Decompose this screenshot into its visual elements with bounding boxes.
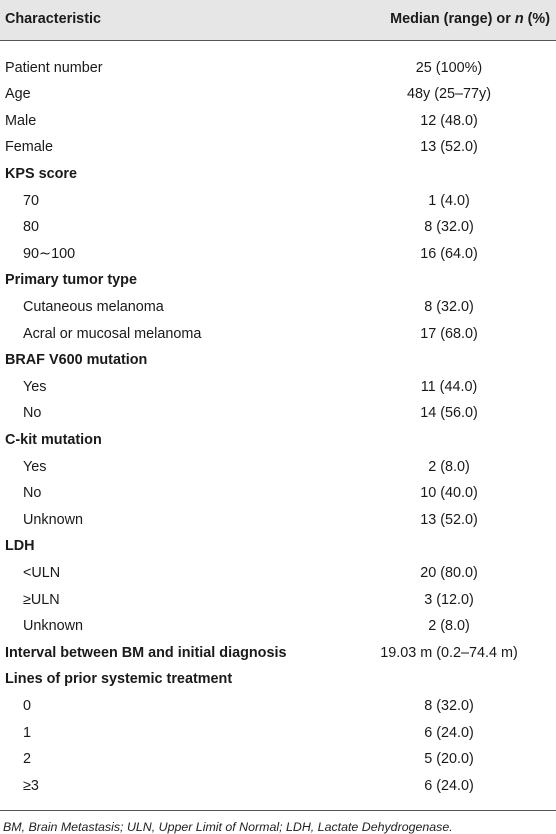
table-row <box>0 746 556 773</box>
section-label: Lines of prior systemic treatment <box>5 671 233 688</box>
row-label: 70 <box>23 192 40 209</box>
row-label: Male <box>5 112 37 129</box>
table-row <box>0 161 556 188</box>
row-value: 3 (12.0) <box>424 591 474 608</box>
row-label: 2 <box>23 751 32 768</box>
row-value: 13 (52.0) <box>420 511 478 528</box>
table-row <box>0 401 556 428</box>
row-value: 12 (48.0) <box>420 112 478 129</box>
section-label: C-kit mutation <box>5 431 102 448</box>
section-label: BRAF V600 mutation <box>5 352 148 369</box>
section-label: Primary tumor type <box>5 272 137 289</box>
row-value: 25 (100%) <box>415 59 483 76</box>
row-label: 1 <box>23 724 32 741</box>
row-value: 14 (56.0) <box>420 405 478 422</box>
table-row <box>0 693 556 720</box>
table-row <box>0 82 556 109</box>
header-row <box>0 0 556 41</box>
row-label: No <box>23 405 42 422</box>
row-value <box>342 161 556 188</box>
row-label: ≥ULN <box>23 591 60 608</box>
table-row <box>0 268 556 295</box>
row-label: <ULN <box>23 564 61 581</box>
table-row <box>0 374 556 401</box>
row-value: 8 (32.0) <box>424 219 474 236</box>
table-row <box>0 587 556 614</box>
row-value: 20 (80.0) <box>420 564 478 581</box>
row-value <box>342 348 556 375</box>
row-value: 13 (52.0) <box>420 139 478 156</box>
row-label: Acral or mucosal melanoma <box>23 325 202 342</box>
table-row <box>0 773 556 810</box>
row-value <box>342 667 556 694</box>
row-value: 16 (64.0) <box>420 245 478 262</box>
row-label: Age <box>5 86 31 103</box>
table-row <box>0 215 556 242</box>
row-value: 2 (8.0) <box>428 618 470 635</box>
row-value <box>342 268 556 295</box>
header-value-suffix: (%) <box>523 11 550 28</box>
row-label: No <box>23 485 42 502</box>
row-label: Unknown <box>23 618 83 635</box>
table-row <box>0 188 556 215</box>
table-body <box>0 41 556 811</box>
table-row <box>0 241 556 268</box>
table-row <box>0 720 556 747</box>
header-value-italic: n <box>514 11 524 28</box>
row-value: 5 (20.0) <box>424 751 474 768</box>
row-value: 8 (32.0) <box>424 299 474 315</box>
header-characteristic: Characteristic <box>5 11 101 28</box>
row-label: Yes <box>23 458 47 475</box>
table-row <box>0 481 556 508</box>
row-label: Patient number <box>5 59 103 76</box>
row-label: 0 <box>23 697 32 714</box>
table-row <box>0 454 556 481</box>
row-value: 8 (32.0) <box>424 697 474 714</box>
row-value: 2 (8.0) <box>428 458 470 475</box>
header-value <box>342 0 556 41</box>
row-value: 6 (24.0) <box>424 777 474 794</box>
row-label: Cutaneous melanoma <box>23 299 164 315</box>
row-value: 17 (68.0) <box>420 325 478 342</box>
row-value <box>342 534 556 561</box>
row-value <box>342 427 556 454</box>
section-label: KPS score <box>5 166 77 183</box>
table-row <box>0 427 556 454</box>
table-row <box>0 613 556 640</box>
row-value: 6 (24.0) <box>424 724 474 741</box>
table-row <box>0 321 556 348</box>
table-row <box>0 348 556 375</box>
table-row <box>0 667 556 694</box>
section-label: LDH <box>5 538 35 555</box>
table-row <box>0 560 556 587</box>
row-label: Female <box>5 139 53 156</box>
table-row <box>0 294 556 321</box>
table-row <box>0 507 556 534</box>
row-value: 48y (25–77y) <box>407 86 491 103</box>
row-label: Yes <box>23 378 47 395</box>
table-row <box>0 534 556 561</box>
row-label: 80 <box>23 219 40 236</box>
table-header <box>0 0 556 41</box>
table-row <box>0 640 556 667</box>
table-footnote: BM, Brain Metastasis; ULN, Upper Limit of Normal; LDH, Lactate Dehydrogenase. <box>3 819 453 834</box>
table-row <box>0 41 556 82</box>
header-value-prefix: Median (range) or <box>390 11 515 28</box>
row-value: 10 (40.0) <box>420 485 478 502</box>
table-row <box>0 135 556 162</box>
row-label: Unknown <box>23 511 83 528</box>
row-value: 1 (4.0) <box>428 192 470 209</box>
row-label: ≥3 <box>23 777 39 794</box>
row-value: 19.03 m (0.2–74.4 m) <box>380 644 518 661</box>
section-label: Interval between BM and initial diagnosis <box>5 644 287 661</box>
table-row <box>0 108 556 135</box>
row-value: 11 (44.0) <box>420 378 478 395</box>
row-label: 90∼100 <box>23 245 76 262</box>
